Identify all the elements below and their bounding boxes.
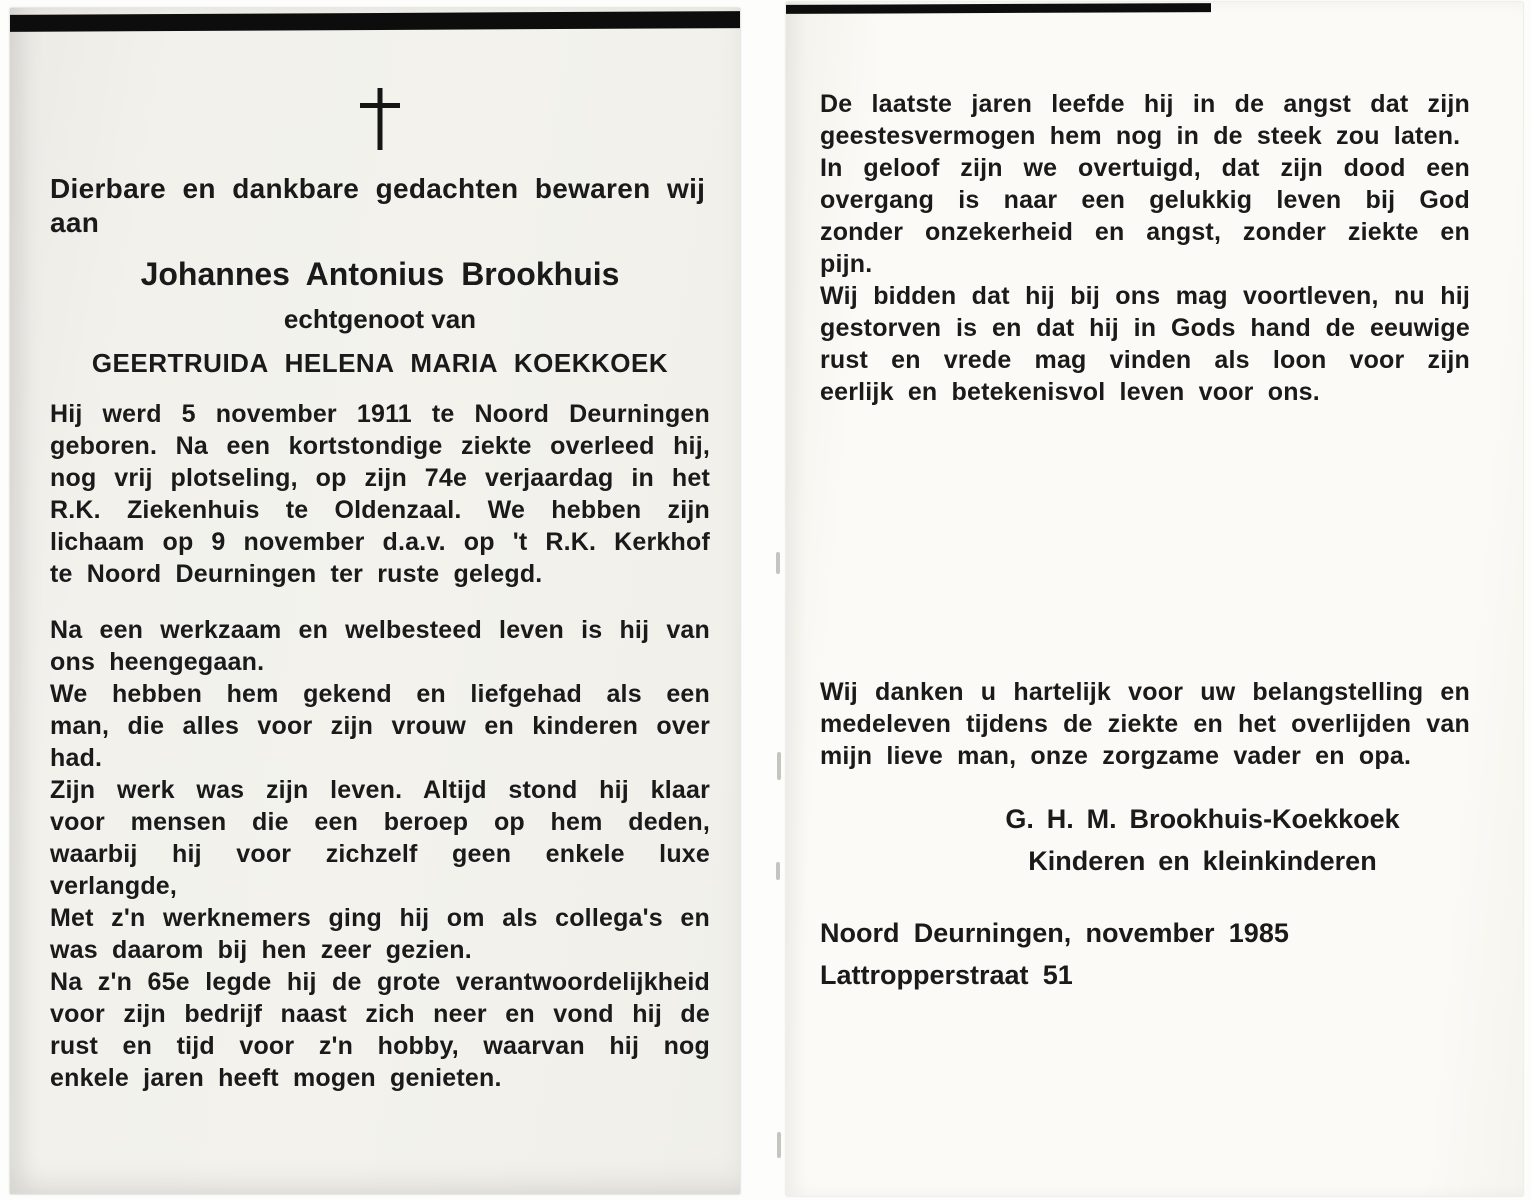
scan-fold-mark — [776, 862, 780, 880]
thanks-paragraph: Wij danken u hartelijk voor uw belangstelling en medeleven tijdens de ziekte en het overlijden van mijn lieve man, onze zorgzame vader en opa. — [820, 678, 1470, 770]
memorial-card-right-page — [786, 2, 1523, 1196]
signature-subtext: Kinderen en kleinkinderen — [1028, 846, 1377, 876]
deceased-name: Johannes Antonius Brookhuis — [140, 256, 620, 292]
memorial-paragraph: Met z'n werknemers ging hij om als collega's en was daarom bij hen zeer gezien. — [50, 904, 710, 964]
relation-text: echtgenoot van — [283, 304, 477, 334]
memorial-paragraph: De laatste jaren leefde hij in de angst dat zijn geestesvermogen hem nog in de steek zou laten. — [820, 90, 1470, 150]
cross-horizontal-bar — [360, 103, 400, 108]
scan-artifact-bar-left — [10, 11, 740, 32]
memorial-paragraph: Na z'n 65e legde hij de grote verantwoordelijkheid voor zijn bedrijf naast zich neer en vond hij de rust en tijd voor z'n hobby, waarvan hij nog enkele jaren heeft mogen genieten. — [50, 968, 710, 1092]
scan-fold-mark — [777, 752, 781, 780]
memorial-paragraph: Wij bidden dat hij bij ons mag voortleven, nu hij gestorven is en dat hij in Gods hand de eeuwige rust en vrede mag vinden als loon voor zijn eerlijk en betekenisvol leven voor ons. — [820, 282, 1470, 406]
cross-vertical-bar — [378, 88, 383, 150]
memorial-paragraph: Zijn werk was zijn leven. Altijd stond hij klaar voor mensen die een beroep op hem deden, waarbij hij voor zichzelf geen enkele luxe verlangde, — [50, 776, 710, 900]
memorial-paragraph: Na een werkzaam en welbesteed leven is hij van ons heengegaan. — [50, 616, 710, 676]
place-date-block — [820, 912, 1470, 996]
biography-paragraph: Hij werd 5 november 1911 te Noord Deurningen geboren. Na een kortstondige ziekte overleed hij, nog vrij plotseling, op zijn 74e verjaardag in het R.K. Ziekenhuis te Oldenzaal. We hebben zijn lichaam op 9 november d.a.v. op 't R.K. Kerkhof te Noord Deurningen ter ruste gelegd. — [50, 400, 710, 588]
place-date: Noord Deurningen, november 1985 — [820, 918, 1289, 948]
spouse-name: GEERTRUIDA HELENA MARIA KOEKKOEK — [91, 348, 669, 378]
signature-name: G. H. M. Brookhuis-Koekkoek — [1005, 804, 1400, 834]
signature-block — [820, 798, 1470, 882]
address: Lattropperstraat 51 — [820, 960, 1073, 990]
memorial-paragraph: In geloof zijn we overtuigd, dat zijn dood een overgang is naar een gelukkig leven bij God zonder onzekerheid en angst, zonder ziekte en pijn. — [820, 154, 1470, 278]
scan-fold-mark — [776, 552, 780, 574]
scan-fold-mark — [777, 1132, 781, 1158]
memorial-card-left-page — [10, 8, 740, 1194]
scan-artifact-bar-right — [786, 3, 1211, 14]
cross-icon — [358, 88, 402, 150]
intro-text: Dierbare en dankbare gedachten bewaren wij aan — [50, 173, 706, 238]
memorial-paragraph: We hebben hem gekend en liefgehad als een man, die alles voor zijn vrouw en kinderen over had. — [50, 680, 710, 772]
